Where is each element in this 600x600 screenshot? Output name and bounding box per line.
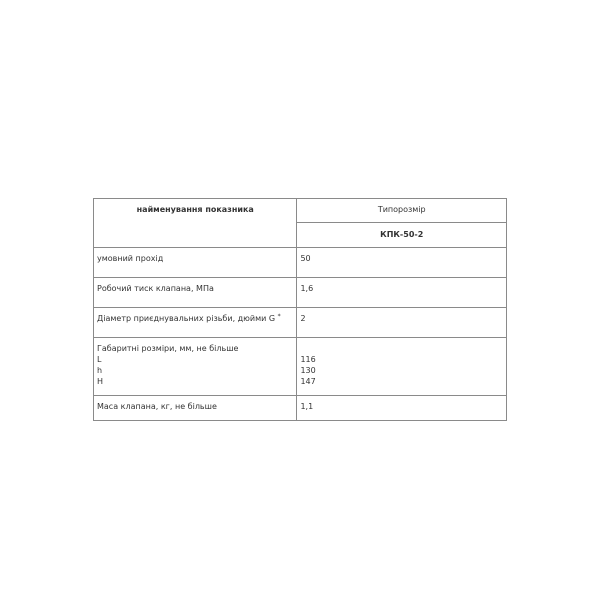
row-value: 50 [300,254,311,263]
row-label-superscript: * [277,313,281,320]
table-row [94,278,507,308]
spec-table [93,198,507,421]
header-model-cell [297,223,507,248]
row-value: 2 [300,314,306,323]
dimension-label-h: h [97,366,103,375]
row-label: Діаметр приєднувальних різьби, дюйми G [97,314,276,323]
header-size-cell [297,199,507,223]
dimension-value-l: 116 [300,355,316,364]
table-header-row [94,199,507,223]
row-label-cell [94,248,297,278]
row-value: 1,1 [300,402,314,411]
row-label: умовний прохід [97,254,164,263]
dimension-value-h: 130 [300,366,316,375]
row-label-cell [94,396,297,421]
row-value-cell [297,396,507,421]
row-value-cell [297,278,507,308]
dimension-value-h-upper: 147 [300,377,316,386]
row-label-cell [94,278,297,308]
header-size-label: Типорозмір [377,205,426,214]
row-value-cell [297,308,507,338]
row-label: Робочий тиск клапана, МПа [97,284,214,293]
table-row [94,338,507,396]
row-value-cell [297,338,507,396]
row-label-cell [94,338,297,396]
row-value: 1,6 [300,284,314,293]
dimension-label-l: L [97,355,102,364]
row-label: Габаритні розміри, мм, не більше [97,344,239,353]
row-value-cell [297,248,507,278]
row-label-cell [94,308,297,338]
row-label: Маса клапана, кг, не більше [97,402,217,411]
table-row [94,396,507,421]
table-row [94,308,507,338]
dimension-label-h-upper: H [97,377,104,386]
header-name-cell [94,199,297,248]
header-name-label: найменування показника [136,205,254,214]
table-row [94,248,507,278]
header-model-label: КПК-50-2 [380,230,424,239]
